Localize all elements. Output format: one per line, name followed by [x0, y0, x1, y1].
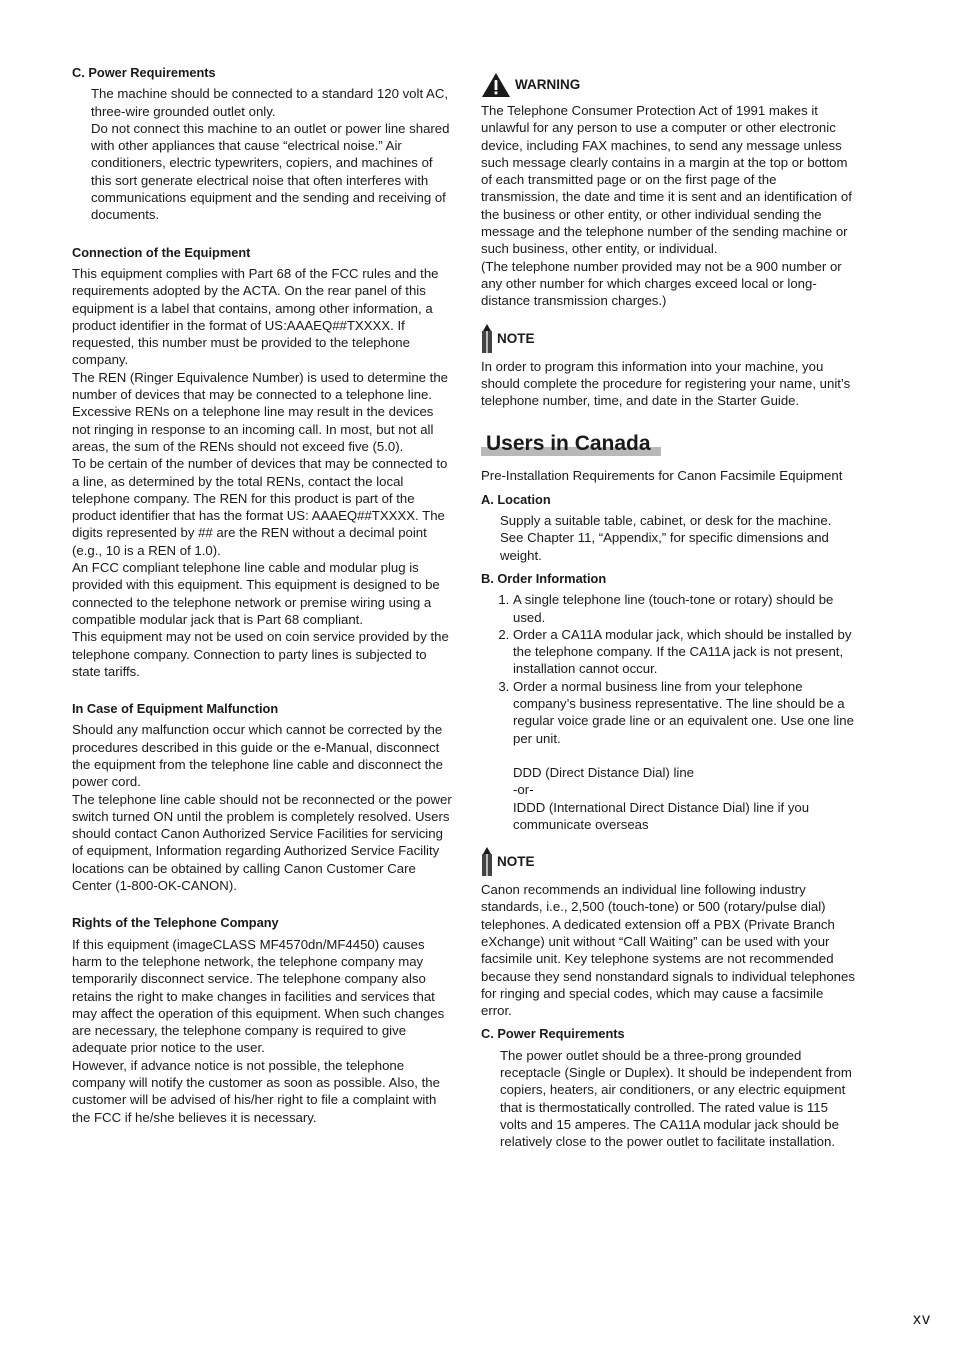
left-column [72, 64, 454, 1126]
subsection-heading: A. Location [481, 491, 551, 507]
list-item: 2. Order a CA11A modular jack, which should be installed by the telephone company. If the CA11A jack is not present, installation cannot occur. [513, 626, 856, 678]
paragraph: Canon recommends an individual line following industry standards, i.e., 2,500 (touch-tone) or 500 (rotary/pulse dial) telephones. A dedicated extension off a PBX (Private Branch eXchange) unit without “Call Waiting” can be used with your facsimile unit. Key telephone systems are not recommended because they send nonstandard signals to individual telephones for ringing and special codes, which may cause a facsimile error. [481, 882, 855, 1019]
pencil-note-icon [481, 324, 493, 354]
warning-box [481, 72, 856, 310]
note-header [481, 847, 856, 877]
section-rights [72, 914, 454, 1126]
paragraph: Pre-Installation Requirements for Canon Facsimile Equipment [481, 468, 843, 484]
paragraph: This equipment complies with Part 68 of the FCC rules and the requirements adopted by the ACTA. On the rear panel of this equipment is a label that contains, among other information, a product identifier in the format of US:AAAEQ##TXXXX. If requested, this number must be provided to the telephone company. [72, 265, 439, 368]
warning-triangle-icon [481, 72, 511, 98]
paragraph: This equipment may not be used on coin service provided by the telephone company. Connection to party lines is subjected to state tariffs. [72, 629, 449, 679]
warning-label: WARNING [515, 77, 581, 93]
section-heading: Connection of the Equipment [72, 244, 251, 260]
paragraph: IDDD (International Direct Distance Dial) line if you communicate overseas [513, 799, 810, 832]
paragraph: -or- [513, 782, 534, 798]
section-malfunction [72, 700, 454, 894]
warning-header [481, 72, 856, 98]
section-canada-power [481, 1025, 856, 1150]
subsection-heading: C. Power Requirements [481, 1026, 625, 1042]
section-heading: Rights of the Telephone Company [72, 915, 279, 931]
section-connection [72, 244, 454, 680]
section-title: Users in Canada [481, 431, 661, 457]
paragraph: The telephone line cable should not be reconnected or the power switch turned ON until the problem is completely resolved. Users should contact Canon Authorized Service Facilities for servicing of equipment, Information regarding Authorized Service Facility locations can be obtained by calling Canon Customer Care Center (1-800-OK-CANON). [72, 791, 452, 894]
pencil-note-icon [481, 847, 493, 877]
paragraph: Should any malfunction occur which cannot be corrected by the procedures described in this guide or the e-Manual, disconnect the equipment from the telephone line cable and disconnect the power cord. [72, 722, 443, 790]
list-item: 3. Order a normal business line from your telephone company’s business representative. The line should be a regular voice grade line or an equivalent one. Use one line per unit. [513, 678, 856, 747]
section-users-in-canada [481, 431, 856, 833]
note-box [481, 324, 856, 410]
subsection-heading: B. Order Information [481, 570, 607, 586]
paragraph: The power outlet should be a three-prong grounded receptacle (Single or Duplex). It should be independent from copiers, heaters, air conditioners, or any electric equipment that is thermostatically controlled. The rated value is 115 volts and 15 amperes. The CA11A modular jack should be relatively close to the power outlet to facilitate installation. [500, 1047, 852, 1150]
right-column [481, 72, 856, 1151]
section-heading: In Case of Equipment Malfunction [72, 701, 279, 717]
paragraph: In order to program this information into your machine, you should complete the procedure for registering your name, unit’s telephone number, time, and date in the Starter Guide. [481, 358, 851, 409]
section-power-requirements [72, 64, 454, 224]
paragraph: Do not connect this machine to an outlet or power line shared with other appliances that cause “electrical noise.” Air conditioners, electric typewriters, copiers, and machines of this sort generate electrical noise that often interferes with communications equipment and the sending and receiving of documents. [91, 120, 450, 223]
paragraph: The REN (Ringer Equivalence Number) is used to determine the number of devices that may be connected to a telephone line. Excessive RENs on a telephone line may result in the devices not ringing in response to an incoming call. In most, but not all areas, the sum of the RENs should not exceed five (5.0). [72, 369, 449, 454]
paragraph: (The telephone number provided may not be a 900 number or any other number for which charges exceed local or long-distance transmission charges.) [481, 258, 842, 309]
note-header [481, 324, 856, 354]
paragraph: Supply a suitable table, cabinet, or desk for the machine. See Chapter 11, “Appendix,” for specific dimensions and weight. [500, 513, 832, 563]
paragraph: An FCC compliant telephone line cable and modular plug is provided with this equipment. This equipment is designed to be connected to the telephone network or premise wiring using a compatible modular jack that is Part 68 compliant. [72, 560, 440, 627]
note-label: NOTE [497, 854, 535, 870]
order-list [481, 591, 856, 747]
paragraph: To be certain of the number of devices that may be connected to a line, as determined by the total RENs, contact the local telephone company. The REN for this product is part of the product identifier that has the format US: AAAEQ##TXXXX. The digits represented by ## are the REN without a decimal point (e.g., 10 is a REN of 1.0). [72, 456, 448, 558]
section-heading: C. Power Requirements [72, 65, 216, 80]
note-label: NOTE [497, 330, 535, 346]
list-item: 1. A single telephone line (touch-tone or rotary) should be used. [513, 591, 856, 626]
page-number: xv [913, 1311, 931, 1328]
note-box [481, 847, 856, 1019]
paragraph: If this equipment (imageCLASS MF4570dn/MF4450) causes harm to the telephone network, the telephone company may temporarily disconnect service. The telephone company also retains the right to make changes in facilities and services that may affect the operation of this equipment. When such changes are necessary, the telephone company is required to give adequate prior notice to the user. [72, 936, 445, 1056]
paragraph: The machine should be connected to a standard 120 volt AC, three-wire grounded outlet only. [91, 86, 449, 119]
paragraph: However, if advance notice is not possible, the telephone company will notify the customer as soon as possible. Also, the customer will be advised of his/her right to file a complaint with the FCC if he/she believes it is necessary. [72, 1057, 440, 1125]
paragraph: The Telephone Consumer Protection Act of 1991 makes it unlawful for any person to use a computer or other electronic device, including FAX machines, to send any message unless such message clearly contains in a margin at the top or bottom of each transmitted page or on the first page of the transmission, the date and time it is sent and an identification of the business or other entity, or other individual sending the message and the telephone number of the sending machine or such business, other entity, or individual. [481, 103, 852, 257]
paragraph: DDD (Direct Distance Dial) line [513, 764, 694, 780]
